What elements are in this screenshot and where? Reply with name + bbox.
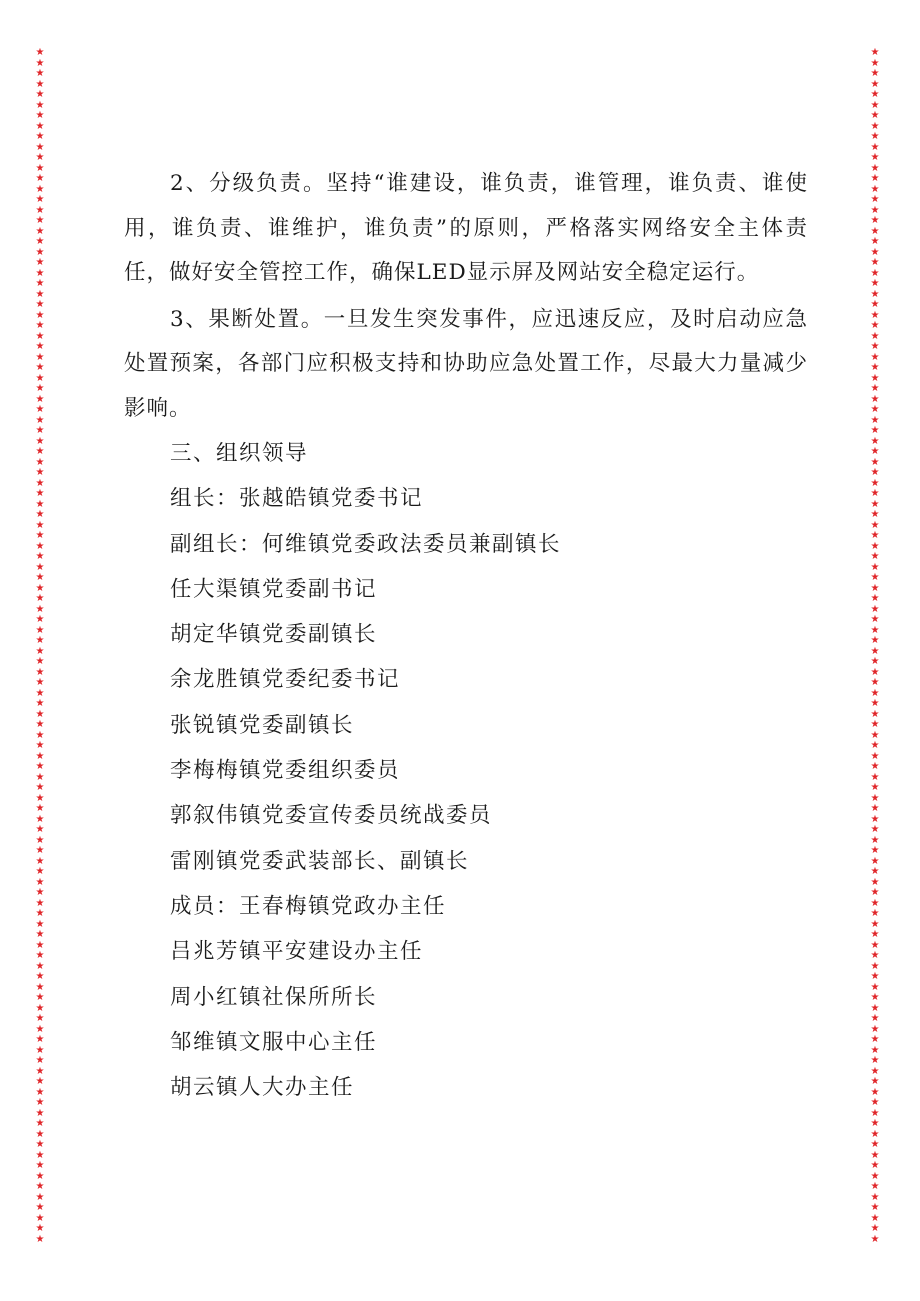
star-icon: ★ [35, 1149, 45, 1161]
star-icon: ★ [870, 614, 880, 625]
star-icon: ★ [35, 666, 45, 678]
star-icon: ★ [870, 1128, 880, 1140]
star-icon: ★ [870, 152, 880, 163]
member-line: 成员：王春梅镇党政办主任 [170, 893, 447, 919]
star-icon: ★ [35, 929, 45, 940]
star-icon: ★ [870, 1002, 880, 1014]
star-icon: ★ [35, 299, 45, 310]
star-icon: ★ [35, 1065, 45, 1077]
star-icon: ★ [35, 1202, 45, 1213]
star-icon: ★ [870, 740, 880, 751]
star-icon: ★ [35, 1118, 45, 1129]
star-icon: ★ [35, 267, 45, 279]
star-icon: ★ [870, 645, 880, 657]
star-icon: ★ [35, 404, 45, 415]
star-icon: ★ [870, 1044, 880, 1056]
star-icon: ★ [870, 1065, 880, 1077]
star-icon: ★ [35, 246, 45, 258]
star-icon: ★ [870, 48, 880, 58]
star-icon: ★ [870, 960, 880, 972]
star-icon: ★ [35, 803, 45, 814]
star-icon: ★ [870, 855, 880, 867]
star-icon: ★ [870, 635, 880, 646]
paragraph-decisive-handling: 3、果断处置。一旦发生突发事件，应迅速反应，及时启动应急处置预案，各部门应积极支持和协助应急处置工作，尽最大力量减少影响。 [124, 306, 808, 421]
star-icon: ★ [35, 614, 45, 625]
star-icon: ★ [870, 908, 880, 919]
star-icon: ★ [870, 194, 880, 205]
star-icon: ★ [35, 960, 45, 972]
star-icon: ★ [870, 992, 880, 1003]
star-icon: ★ [35, 971, 45, 982]
star-icon: ★ [870, 1223, 880, 1234]
star-icon: ★ [35, 750, 45, 762]
star-icon: ★ [870, 456, 880, 468]
star-icon: ★ [35, 1002, 45, 1014]
star-icon: ★ [35, 1107, 45, 1119]
star-icon: ★ [35, 435, 45, 447]
star-icon: ★ [35, 1097, 45, 1108]
member-line: 任大渠镇党委副书记 [170, 576, 378, 602]
star-icon: ★ [870, 519, 880, 531]
star-icon: ★ [35, 866, 45, 877]
star-icon: ★ [35, 855, 45, 867]
star-icon: ★ [870, 1055, 880, 1066]
star-icon: ★ [35, 183, 45, 195]
star-icon: ★ [870, 1170, 880, 1182]
star-icon: ★ [35, 509, 45, 520]
star-icon: ★ [35, 698, 45, 709]
star-icon: ★ [870, 267, 880, 279]
star-icon: ★ [35, 362, 45, 373]
star-icon: ★ [870, 404, 880, 415]
star-icon: ★ [35, 1191, 45, 1203]
star-icon: ★ [35, 918, 45, 930]
star-icon: ★ [870, 687, 880, 699]
star-icon: ★ [870, 561, 880, 573]
star-icon: ★ [870, 1013, 880, 1024]
member-line: 副组长：何维镇党委政法委员兼副镇长 [170, 531, 562, 557]
star-icon: ★ [870, 1097, 880, 1108]
star-icon: ★ [35, 992, 45, 1003]
star-icon: ★ [870, 782, 880, 793]
star-icon: ★ [870, 813, 880, 825]
star-icon: ★ [35, 761, 45, 772]
star-icon: ★ [35, 1023, 45, 1035]
star-icon: ★ [870, 414, 880, 426]
star-icon: ★ [870, 950, 880, 961]
star-icon: ★ [35, 1086, 45, 1098]
star-icon: ★ [35, 708, 45, 720]
star-icon: ★ [35, 446, 45, 457]
star-icon: ★ [35, 1139, 45, 1150]
star-icon: ★ [35, 656, 45, 667]
star-icon: ★ [35, 908, 45, 919]
organization-list [124, 431, 808, 1110]
star-icon: ★ [870, 677, 880, 688]
star-icon: ★ [35, 887, 45, 898]
star-icon: ★ [35, 162, 45, 174]
star-icon: ★ [35, 141, 45, 153]
star-icon: ★ [870, 593, 880, 604]
star-icon: ★ [870, 929, 880, 940]
star-icon: ★ [35, 467, 45, 478]
star-icon: ★ [870, 1107, 880, 1119]
star-icon: ★ [35, 635, 45, 646]
star-icon: ★ [35, 152, 45, 163]
star-icon: ★ [35, 1181, 45, 1192]
star-icon: ★ [35, 48, 45, 58]
star-icon: ★ [870, 771, 880, 783]
star-icon: ★ [35, 582, 45, 594]
star-icon: ★ [870, 887, 880, 898]
star-icon: ★ [870, 540, 880, 552]
star-icon: ★ [35, 593, 45, 604]
star-icon: ★ [35, 341, 45, 352]
star-icon: ★ [35, 99, 45, 111]
star-icon: ★ [35, 1170, 45, 1182]
star-icon: ★ [870, 1086, 880, 1098]
star-icon: ★ [870, 1212, 880, 1224]
member-line: 李梅梅镇党委组织委员 [170, 758, 401, 784]
star-icon: ★ [35, 740, 45, 751]
star-icon: ★ [35, 278, 45, 289]
star-icon: ★ [870, 876, 880, 888]
star-icon: ★ [870, 78, 880, 90]
star-icon: ★ [870, 236, 880, 247]
document-body [124, 162, 808, 1110]
star-icon: ★ [35, 687, 45, 699]
star-icon: ★ [870, 1149, 880, 1161]
star-icon: ★ [35, 456, 45, 468]
star-icon: ★ [870, 162, 880, 174]
star-icon: ★ [35, 425, 45, 436]
star-icon: ★ [870, 383, 880, 394]
star-icon: ★ [870, 1023, 880, 1035]
member-line: 余龙胜镇党委纪委书记 [170, 667, 401, 693]
star-icon: ★ [35, 950, 45, 961]
star-icon: ★ [35, 792, 45, 804]
star-icon: ★ [870, 1139, 880, 1150]
member-line: 邹维镇文服中心主任 [170, 1029, 378, 1055]
star-icon: ★ [35, 1128, 45, 1140]
star-icon: ★ [35, 1223, 45, 1234]
star-icon: ★ [35, 414, 45, 426]
star-icon: ★ [870, 1034, 880, 1045]
star-icon: ★ [870, 572, 880, 583]
star-icon: ★ [870, 1118, 880, 1129]
star-icon: ★ [35, 320, 45, 331]
star-icon: ★ [870, 131, 880, 142]
left-star-border [34, 48, 46, 1252]
star-icon: ★ [870, 120, 880, 132]
member-line: 郭叙伟镇党委宣传委员统战委员 [170, 803, 493, 829]
star-icon: ★ [35, 330, 45, 342]
star-icon: ★ [870, 393, 880, 405]
star-icon: ★ [870, 477, 880, 489]
star-icon: ★ [870, 603, 880, 615]
star-icon: ★ [870, 530, 880, 541]
star-icon: ★ [35, 782, 45, 793]
star-icon: ★ [870, 173, 880, 184]
member-line: 吕兆芳镇平安建设办主任 [170, 939, 424, 965]
star-icon: ★ [870, 68, 880, 79]
member-line: 胡定华镇党委副镇长 [170, 622, 378, 648]
star-icon: ★ [35, 540, 45, 552]
star-icon: ★ [35, 236, 45, 247]
star-icon: ★ [870, 141, 880, 153]
member-line: 周小红镇社保所所长 [170, 984, 378, 1010]
star-icon: ★ [870, 257, 880, 268]
star-icon: ★ [870, 89, 880, 100]
star-icon: ★ [870, 509, 880, 520]
star-icon: ★ [35, 813, 45, 825]
star-icon: ★ [35, 1160, 45, 1171]
star-icon: ★ [870, 1181, 880, 1192]
star-icon: ★ [35, 1212, 45, 1224]
star-icon: ★ [35, 519, 45, 531]
star-icon: ★ [870, 971, 880, 982]
star-icon: ★ [35, 624, 45, 636]
star-icon: ★ [870, 1233, 880, 1245]
star-icon: ★ [870, 278, 880, 289]
star-icon: ★ [870, 57, 880, 69]
star-icon: ★ [35, 1044, 45, 1056]
star-icon: ★ [870, 761, 880, 772]
star-icon: ★ [870, 1191, 880, 1203]
star-icon: ★ [35, 729, 45, 741]
star-icon: ★ [870, 656, 880, 667]
star-icon: ★ [870, 1076, 880, 1087]
star-icon: ★ [35, 498, 45, 510]
star-icon: ★ [870, 729, 880, 741]
star-icon: ★ [35, 215, 45, 226]
star-icon: ★ [35, 383, 45, 394]
star-icon: ★ [35, 194, 45, 205]
star-icon: ★ [35, 110, 45, 121]
right-star-border [869, 48, 881, 1252]
star-icon: ★ [35, 204, 45, 216]
star-icon: ★ [870, 624, 880, 636]
star-icon: ★ [35, 257, 45, 268]
star-icon: ★ [35, 897, 45, 909]
star-icon: ★ [870, 824, 880, 835]
star-icon: ★ [870, 498, 880, 510]
star-icon: ★ [35, 1076, 45, 1087]
star-icon: ★ [870, 372, 880, 384]
star-icon: ★ [35, 719, 45, 730]
star-icon: ★ [35, 939, 45, 951]
star-icon: ★ [35, 981, 45, 993]
star-icon: ★ [35, 288, 45, 300]
star-icon: ★ [870, 246, 880, 258]
star-icon: ★ [35, 89, 45, 100]
star-icon: ★ [870, 582, 880, 594]
star-icon: ★ [35, 488, 45, 499]
star-icon: ★ [870, 299, 880, 310]
star-icon: ★ [870, 866, 880, 877]
star-icon: ★ [870, 288, 880, 300]
star-icon: ★ [870, 981, 880, 993]
star-icon: ★ [870, 551, 880, 562]
star-icon: ★ [35, 120, 45, 132]
star-icon: ★ [35, 771, 45, 783]
star-icon: ★ [35, 372, 45, 384]
star-icon: ★ [870, 1160, 880, 1171]
star-icon: ★ [35, 57, 45, 69]
star-icon: ★ [870, 215, 880, 226]
star-icon: ★ [870, 1202, 880, 1213]
star-icon: ★ [35, 225, 45, 237]
star-icon: ★ [35, 477, 45, 489]
star-icon: ★ [870, 435, 880, 447]
member-line: 组长：张越皓镇党委书记 [170, 486, 424, 512]
star-icon: ★ [35, 834, 45, 846]
star-icon: ★ [870, 845, 880, 856]
star-icon: ★ [35, 824, 45, 835]
star-icon: ★ [35, 68, 45, 79]
star-icon: ★ [870, 99, 880, 111]
member-line: 雷刚镇党委武装部长、副镇长 [170, 848, 470, 874]
star-icon: ★ [870, 320, 880, 331]
star-icon: ★ [870, 488, 880, 499]
star-icon: ★ [870, 719, 880, 730]
star-icon: ★ [870, 467, 880, 478]
star-icon: ★ [35, 876, 45, 888]
star-icon: ★ [870, 803, 880, 814]
star-icon: ★ [870, 330, 880, 342]
star-icon: ★ [35, 1013, 45, 1024]
star-icon: ★ [35, 1034, 45, 1045]
star-icon: ★ [870, 425, 880, 436]
star-icon: ★ [870, 897, 880, 909]
paragraph-graded-responsibility: 2、分级负责。坚持“谁建设，谁负责，谁管理，谁负责、谁使用，谁负责、谁维护，谁负责”的原则，严格落实网络安全主体责任，做好安全管控工作，确保LED显示屏及网站安全稳定运行。 [124, 171, 808, 285]
star-icon: ★ [870, 183, 880, 195]
star-icon: ★ [870, 792, 880, 804]
section-heading: 三、组织领导 [170, 441, 309, 466]
star-icon: ★ [35, 677, 45, 688]
star-icon: ★ [870, 225, 880, 237]
star-icon: ★ [35, 78, 45, 90]
member-line: 张锐镇党委副镇长 [170, 712, 355, 738]
star-icon: ★ [35, 393, 45, 405]
star-icon: ★ [35, 603, 45, 615]
star-icon: ★ [35, 1055, 45, 1066]
star-icon: ★ [35, 645, 45, 657]
star-icon: ★ [35, 351, 45, 363]
star-icon: ★ [35, 845, 45, 856]
star-icon: ★ [870, 204, 880, 216]
star-icon: ★ [870, 341, 880, 352]
star-icon: ★ [870, 666, 880, 678]
star-icon: ★ [870, 708, 880, 720]
star-icon: ★ [870, 446, 880, 457]
star-icon: ★ [870, 351, 880, 363]
star-icon: ★ [35, 309, 45, 321]
star-icon: ★ [870, 918, 880, 930]
star-icon: ★ [35, 530, 45, 541]
star-icon: ★ [35, 173, 45, 184]
star-icon: ★ [35, 1233, 45, 1245]
star-icon: ★ [870, 750, 880, 762]
star-icon: ★ [35, 551, 45, 562]
star-icon: ★ [870, 834, 880, 846]
star-icon: ★ [870, 110, 880, 121]
member-line: 胡云镇人大办主任 [170, 1075, 355, 1101]
star-icon: ★ [35, 561, 45, 573]
star-icon: ★ [870, 309, 880, 321]
star-icon: ★ [35, 131, 45, 142]
star-icon: ★ [870, 939, 880, 951]
star-icon: ★ [870, 698, 880, 709]
star-icon: ★ [35, 572, 45, 583]
star-icon: ★ [870, 362, 880, 373]
